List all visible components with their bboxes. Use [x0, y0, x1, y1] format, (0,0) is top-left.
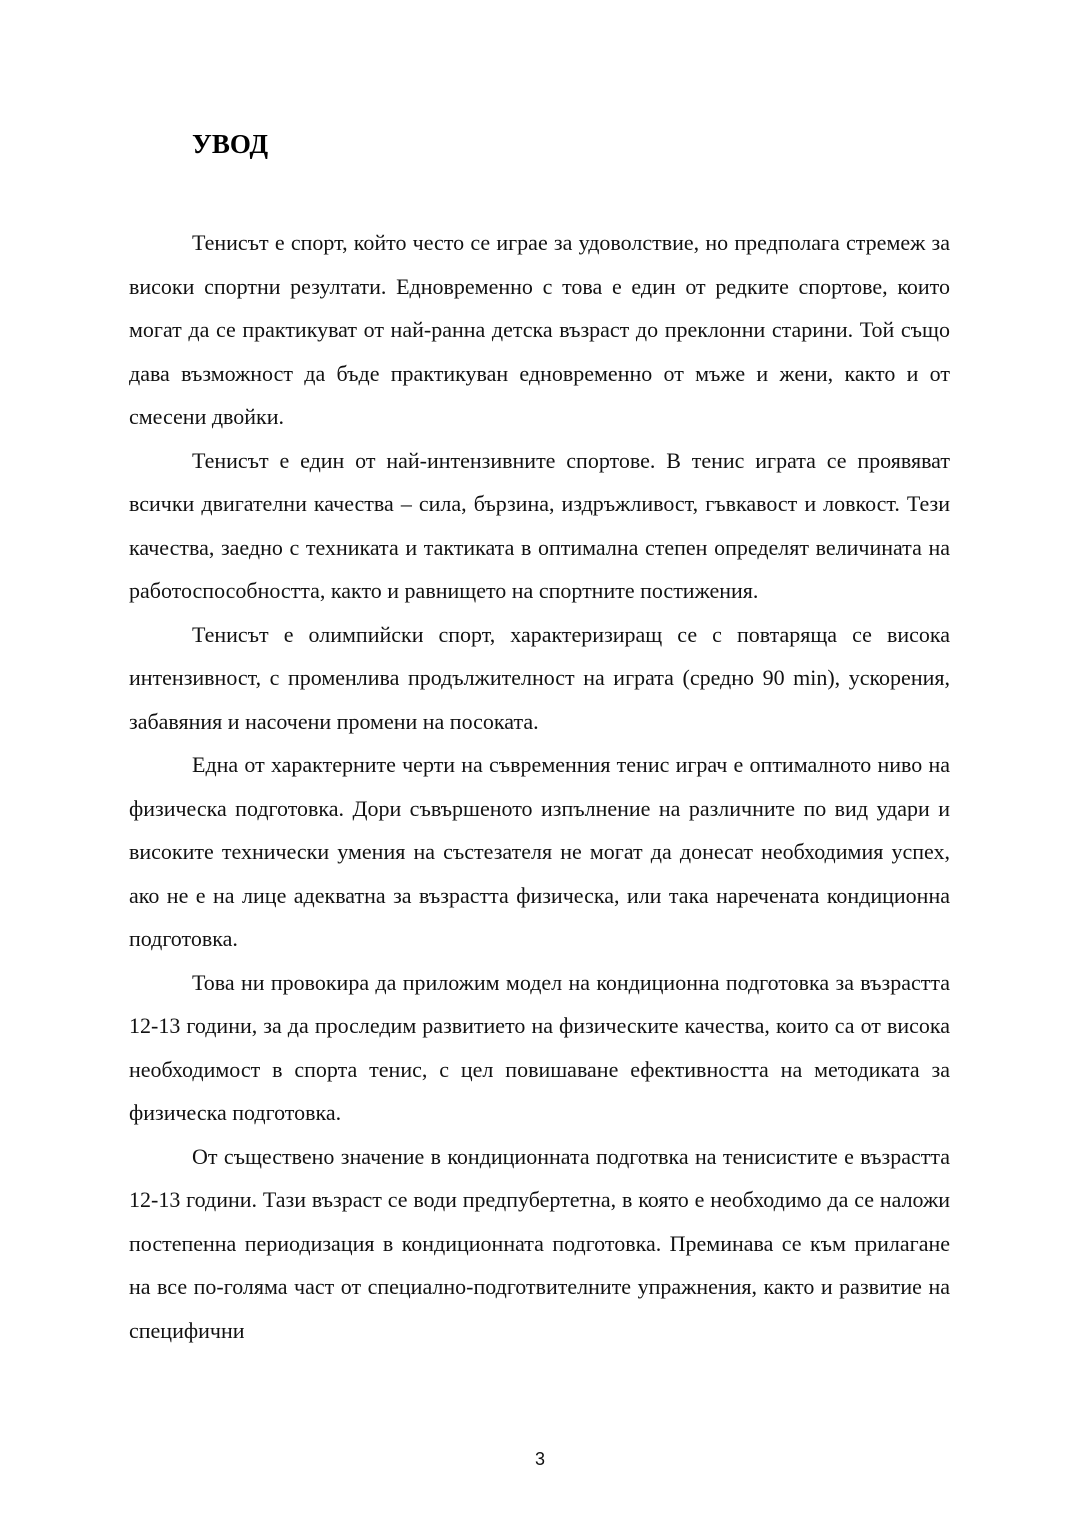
paragraph: Тенисът е един от най-интензивните спортове. В тенис играта се проявяват всички двигателни качества – сила, бързина, издръжливост, гъвкавост и ловкост. Тези качества, заедно с техниката и тактиката в оптимална степен определят величината на работоспособността, както и равнището на спортните постижения.: [129, 447, 950, 603]
paragraph: Тенисът е спорт, който често се играе за удоволствие, но предполага стремеж за високи спортни резултати. Едновременно с това е един от редките спортове, които могат да се практикуват от най-ранна детска възраст до преклонни старини. Той също дава възможност да бъде практикуван едновременно от мъже и жени, както и от смесени двойки.: [129, 230, 950, 429]
page-number: 3: [534, 1449, 545, 1469]
section-heading: УВОД: [192, 129, 269, 159]
body-text: [129, 221, 950, 1352]
paragraph: От съществено значение в кондиционната подготвка на тенисистите е възрастта 12-13 години. Тази възраст се води предпубертетна, в която е необходимо да се наложи постепенна периодизация в кондиционната подготовка. Преминава се към прилагане на все по-голяма част от специално-подготвителните упражнения, както и развитие на специфични: [129, 1143, 950, 1343]
paragraph: Това ни провокира да приложим модел на кондиционна подготовка за възрастта 12-13 години, за да проследим развитието на физическите качества, които са от висока необходимост в спорта тенис, с цел повишаване ефективността на методиката за физическа подготовка.: [129, 969, 950, 1125]
paragraph: Тенисът е олимпийски спорт, характеризиращ се с повтаряща се висока интензивност, с променлива продължителност на играта (средно 90 min), ускорения, забавяния и насочени промени на посоката.: [129, 621, 950, 734]
paragraph: Една от характерните черти на съвременния тенис играч е оптималното ниво на физическа подготовка. Дори съвършеното изпълнение на различните по вид удари и високите технически умения на състезателя не могат да донесат необходимия успех, ако не е на лице адекватна за възрастта физическа, или така наречената кондиционна подготовка.: [129, 752, 950, 951]
